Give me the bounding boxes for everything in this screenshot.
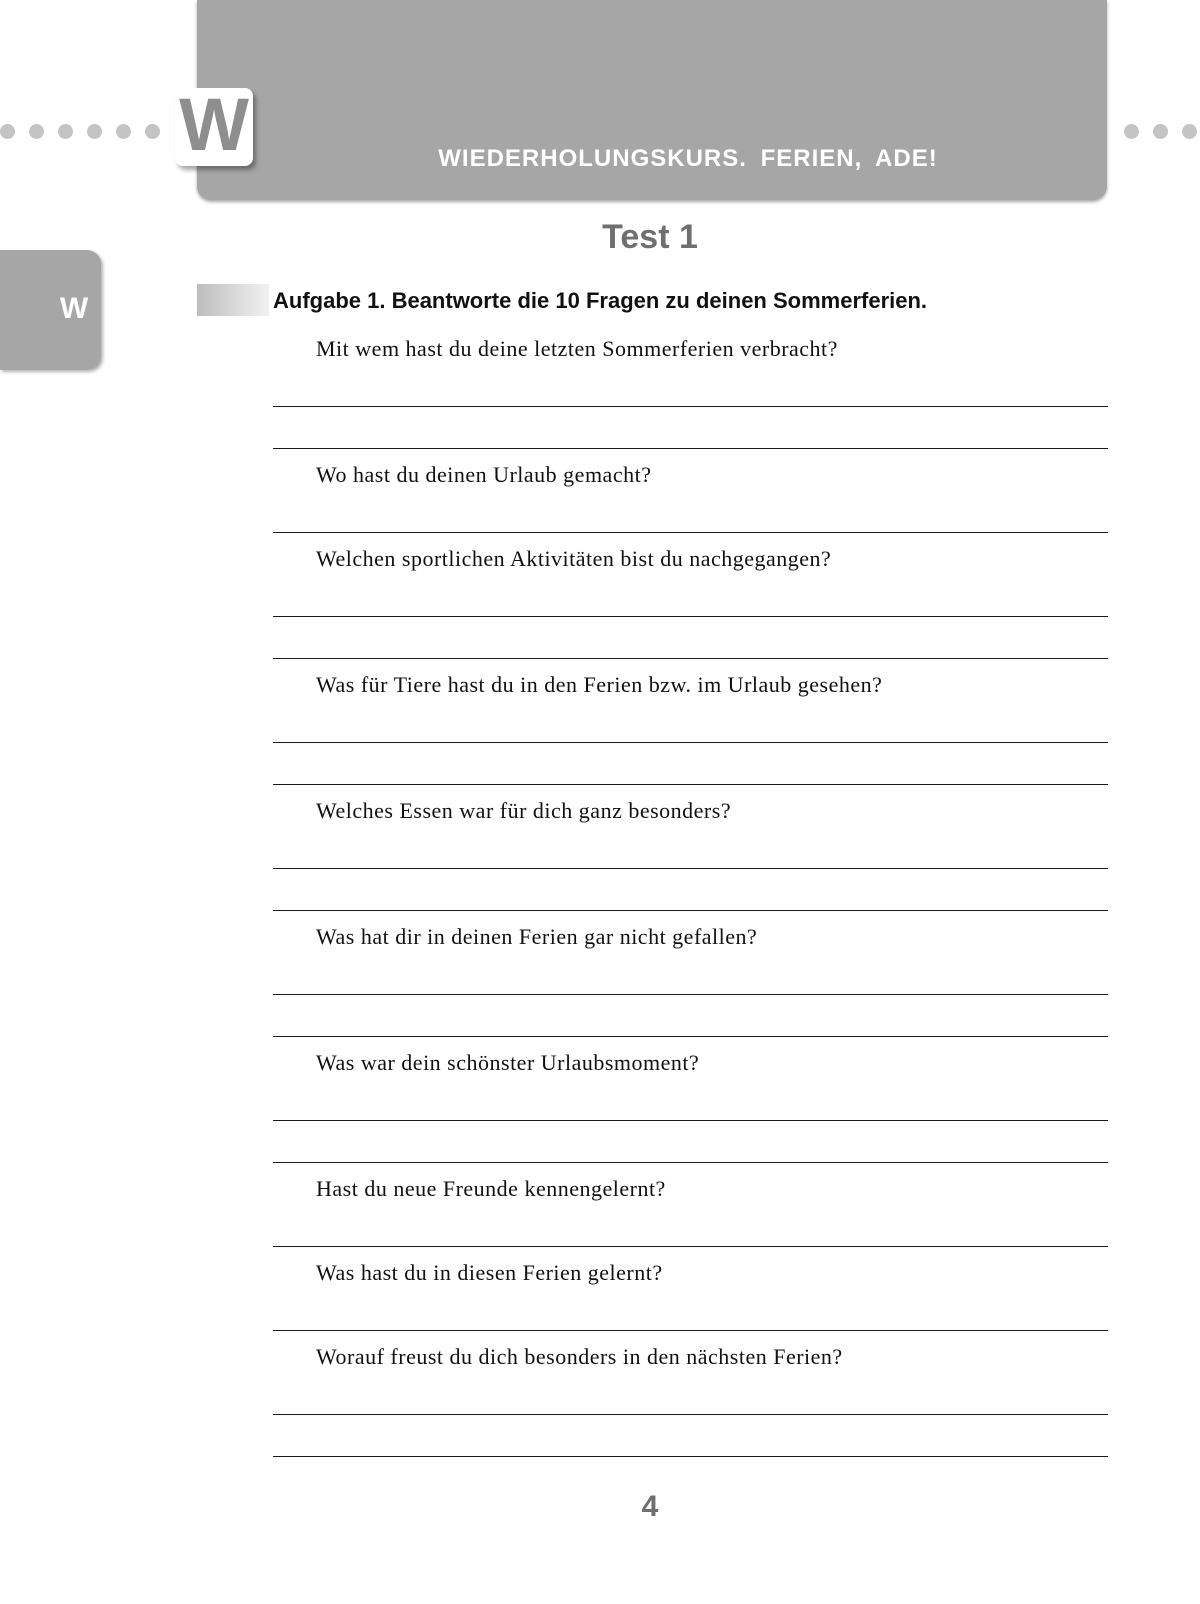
answer-line[interactable] bbox=[273, 1414, 1108, 1415]
question-text: Welches Essen war für dich ganz besonders? bbox=[316, 798, 732, 823]
chapter-logo bbox=[175, 83, 253, 166]
question-text: Welchen sportlichen Aktivitäten bist du nachgegangen? bbox=[316, 546, 832, 571]
question-text: Was hat dir in deinen Ferien gar nicht gefallen? bbox=[316, 924, 758, 949]
answer-line[interactable] bbox=[273, 994, 1108, 995]
page-number: 4 bbox=[641, 1490, 659, 1523]
decorative-dots-left bbox=[0, 124, 160, 139]
answer-line[interactable] bbox=[273, 1120, 1108, 1121]
question-text: Mit wem hast du deine letzten Sommerferien verbracht? bbox=[316, 336, 838, 361]
question-text: Wo hast du deinen Urlaub gemacht? bbox=[316, 462, 652, 487]
answer-line[interactable] bbox=[273, 1246, 1108, 1247]
answer-line[interactable] bbox=[273, 658, 1108, 659]
answer-line[interactable] bbox=[273, 448, 1108, 449]
test-title: Test 1 bbox=[602, 218, 698, 256]
task-marker bbox=[197, 284, 269, 316]
decorative-dots-right bbox=[1124, 124, 1197, 139]
answer-line[interactable] bbox=[273, 532, 1108, 533]
answer-line[interactable] bbox=[273, 616, 1108, 617]
logo-letter: W bbox=[179, 83, 249, 166]
answer-line[interactable] bbox=[273, 742, 1108, 743]
answer-line[interactable] bbox=[273, 1036, 1108, 1037]
side-tab-letter: W bbox=[59, 292, 89, 325]
question-text: Worauf freust du dich besonders in den nächsten Ferien? bbox=[316, 1344, 843, 1369]
chapter-header-banner bbox=[197, 0, 1107, 200]
answer-line[interactable] bbox=[273, 1162, 1108, 1163]
answer-line[interactable] bbox=[273, 1456, 1108, 1457]
task-heading: Aufgabe 1. Beantworte die 10 Fragen zu deinen Sommerferien. bbox=[273, 288, 928, 313]
answer-line[interactable] bbox=[273, 910, 1108, 911]
question-text: Hast du neue Freunde kennengelernt? bbox=[316, 1176, 666, 1201]
answer-line[interactable] bbox=[273, 1330, 1108, 1331]
answer-line[interactable] bbox=[273, 784, 1108, 785]
side-tab bbox=[0, 250, 101, 370]
answer-line[interactable] bbox=[273, 406, 1108, 407]
question-text: Was war dein schönster Urlaubsmoment? bbox=[316, 1050, 700, 1075]
question-text: Was für Tiere hast du in den Ferien bzw. im Urlaub gesehen? bbox=[316, 672, 883, 697]
question-text: Was hast du in diesen Ferien gelernt? bbox=[316, 1260, 663, 1285]
chapter-title: WIEDERHOLUNGSKURS. FERIEN, ADE! bbox=[438, 145, 938, 172]
answer-line[interactable] bbox=[273, 868, 1108, 869]
